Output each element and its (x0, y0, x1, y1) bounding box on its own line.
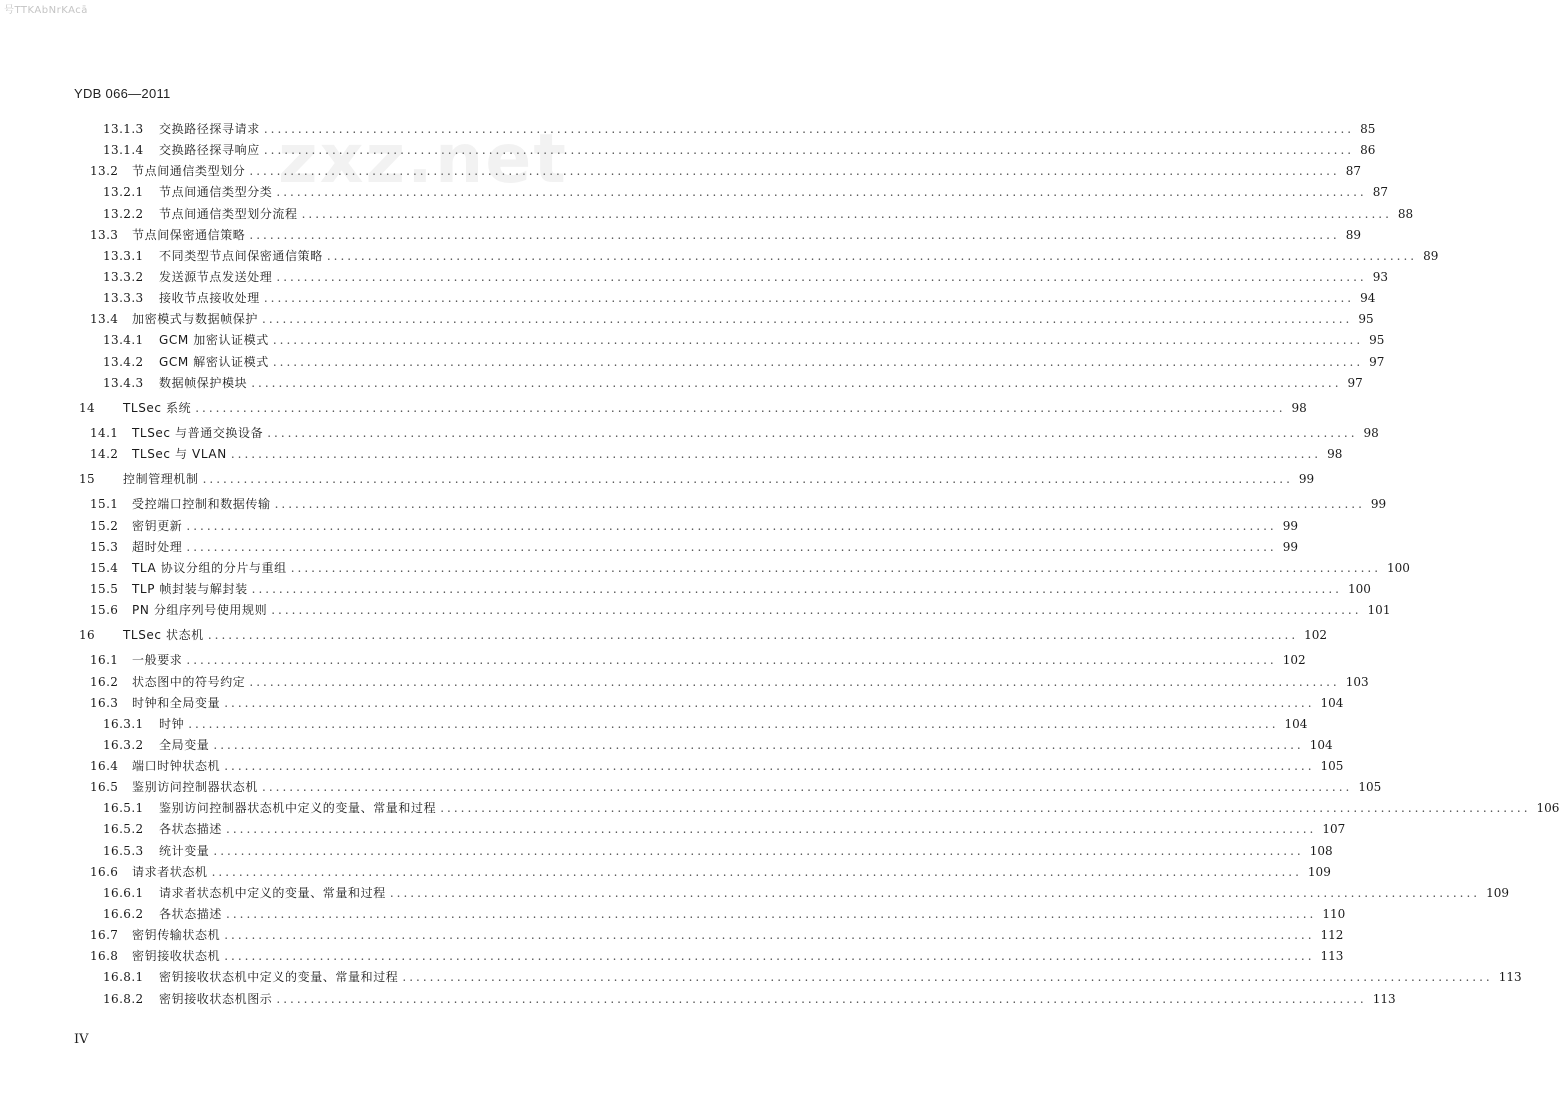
toc-entry-page: 103 (1345, 674, 1369, 689)
toc-entry-page: 109 (1486, 885, 1510, 900)
toc-entry-page: 94 (1360, 291, 1376, 306)
toc-entry-title: PN 分组序列号使用规则 (132, 603, 268, 618)
toc-entry-title: 密钥更新 (132, 518, 183, 533)
toc-entry-number: 16.6 (90, 864, 119, 879)
toc-entry-number: 16.3.1 (103, 716, 144, 731)
toc-leader-dots: ................................................................................................................................................................ (249, 164, 1340, 179)
toc-entry-title: 各状态描述 (159, 822, 223, 837)
toc-leader-dots: ................................................................................................................................................................ (440, 801, 1531, 816)
toc-entry-title: TLSec 与 VLAN (132, 447, 227, 462)
toc-entry-page: 101 (1367, 603, 1391, 618)
toc-entry[interactable] (90, 494, 1387, 514)
toc-entry-page: 107 (1322, 822, 1346, 837)
toc-entry-page: 97 (1347, 375, 1363, 390)
toc-entry[interactable] (90, 862, 1331, 882)
toc-entry[interactable] (103, 246, 1439, 266)
toc-entry-title: 节点间通信类型划分流程 (159, 206, 298, 221)
toc-leader-dots: ................................................................................................................................................................ (226, 822, 1317, 837)
toc-entry-page: 98 (1291, 400, 1307, 415)
toc-entry-number: 15.3 (90, 539, 119, 554)
toc-leader-dots: ................................................................................................................................................................ (207, 628, 1299, 643)
toc-entry-page: 105 (1358, 780, 1382, 795)
toc-entry[interactable] (103, 267, 1388, 287)
toc-entry-number: 16.8.2 (103, 991, 144, 1006)
toc-entry[interactable] (90, 600, 1391, 620)
toc-entry[interactable] (90, 946, 1344, 966)
toc-entry[interactable] (90, 444, 1343, 464)
toc-entry[interactable] (79, 469, 1315, 489)
toc-entry[interactable] (103, 714, 1308, 734)
toc-entry-number: 13.1.3 (103, 122, 144, 136)
toc-entry-number: 13.3.3 (103, 291, 144, 306)
toc-entry-page: 87 (1345, 164, 1361, 179)
toc-entry-number: 14 (79, 400, 96, 415)
toc-entry-title: 密钥传输状态机 (132, 928, 221, 943)
toc-entry-title: 一般要求 (132, 653, 183, 668)
toc-entry-title: 状态图中的符号约定 (132, 674, 246, 689)
toc-entry-title: 鉴别访问控制器状态机中定义的变量、常量和过程 (159, 801, 437, 816)
toc-entry-page: 99 (1282, 539, 1298, 554)
toc-entry-number: 13.4.3 (103, 375, 144, 390)
toc-entry-title: 时钟 (159, 716, 185, 731)
toc-entry-title: TLA 协议分组的分片与重组 (132, 560, 287, 575)
toc-entry-page: 100 (1347, 581, 1371, 596)
toc-entry[interactable] (103, 989, 1396, 1009)
toc-entry-page: 113 (1320, 949, 1344, 964)
toc-entry[interactable] (90, 756, 1344, 776)
toc-entry-title: 交换路径探寻响应 (159, 143, 260, 158)
toc-entry-title: 密钥接收状态机中定义的变量、常量和过程 (159, 970, 399, 985)
toc-leader-dots: ................................................................................................................................................................ (274, 497, 1365, 512)
toc-entry[interactable] (103, 819, 1346, 839)
toc-entry-title: 交换路径探寻请求 (159, 122, 260, 136)
toc-entry-number: 15 (79, 472, 96, 487)
toc-leader-dots: ................................................................................................................................................................ (301, 206, 1392, 221)
toc-entry-page: 102 (1304, 628, 1328, 643)
toc-entry-title: 时钟和全局变量 (132, 695, 221, 710)
toc-entry-number: 15.1 (90, 497, 119, 512)
toc-entry-title: 超时处理 (132, 539, 183, 554)
toc-entry-title: 各状态描述 (159, 907, 223, 922)
toc-entry-number: 16.4 (90, 759, 119, 774)
toc-entry[interactable] (90, 777, 1382, 797)
toc-entry[interactable] (103, 119, 1376, 139)
toc-entry-number: 13.2.2 (103, 206, 144, 221)
source-watermark-text: 号TTKAbNrKAcā (4, 5, 88, 16)
toc-entry-page: 93 (1372, 269, 1388, 284)
toc-leader-dots: ................................................................................................................................................................ (267, 425, 1358, 440)
toc-entry-title: 不同类型节点间保密通信策略 (159, 248, 323, 263)
toc-entry-number: 16.6.1 (103, 885, 144, 900)
toc-leader-dots: ................................................................................................................................................................ (202, 472, 1293, 487)
toc-entry-title: TLSec 状态机 (123, 628, 204, 643)
toc-entry-number: 13.4 (90, 312, 119, 327)
toc-entry-page: 104 (1284, 716, 1308, 731)
toc-entry-number: 16.1 (90, 653, 119, 668)
toc-entry[interactable] (90, 579, 1371, 599)
toc-entry-page: 109 (1307, 864, 1331, 879)
toc-entry-number: 14.2 (90, 447, 119, 462)
toc-leader-dots: ................................................................................................................................................................ (224, 759, 1315, 774)
toc-entry-number: 16.3.2 (103, 737, 144, 752)
toc-entry[interactable] (90, 161, 1361, 181)
toc-entry[interactable] (103, 182, 1388, 202)
toc-entry-number: 13.3.1 (103, 248, 144, 263)
toc-leader-dots: ................................................................................................................................................................ (263, 122, 1355, 136)
toc-leader-dots: ................................................................................................................................................................ (263, 291, 1355, 306)
toc-entry-page: 102 (1282, 653, 1306, 668)
toc-entry-page: 113 (1498, 970, 1522, 985)
toc-entry-title: 密钥接收状态机图示 (159, 991, 273, 1006)
toc-entry-page: 88 (1397, 206, 1414, 221)
toc-entry-title: GCM 解密认证模式 (159, 354, 269, 369)
toc-leader-dots: ................................................................................................................................................................ (326, 248, 1418, 263)
toc-entry-title: TLSec 系统 (123, 400, 192, 415)
toc-leader-dots: ................................................................................................................................................................ (224, 695, 1315, 710)
toc-entry-number: 13.4.2 (103, 354, 144, 369)
toc-entry-number: 16.5 (90, 780, 119, 795)
toc-entry[interactable] (103, 798, 1559, 818)
toc-entry-number: 16.8 (90, 949, 119, 964)
toc-entry-page: 89 (1423, 248, 1439, 263)
toc-entry[interactable] (103, 841, 1333, 861)
toc-leader-dots: ................................................................................................................................................................ (276, 269, 1367, 284)
toc-leader-dots: ................................................................................................................................................................ (224, 928, 1315, 943)
toc-entry-number: 16.2 (90, 674, 119, 689)
toc-entry[interactable] (90, 650, 1306, 670)
toc-entry-page: 104 (1320, 695, 1344, 710)
toc-leader-dots: ................................................................................................................................................................ (213, 737, 1304, 752)
toc-leader-dots: ................................................................................................................................................................ (249, 227, 1340, 242)
toc-entry-number: 14.1 (90, 425, 119, 440)
toc-entry-page: 99 (1298, 472, 1315, 487)
toc-entry-title: 受控端口控制和数据传输 (132, 497, 271, 512)
toc-entry[interactable] (90, 309, 1374, 329)
toc-entry-page: 106 (1536, 801, 1559, 816)
toc-entry-page: 99 (1370, 497, 1387, 512)
toc-leader-dots: ................................................................................................................................................................ (402, 970, 1493, 985)
toc-leader-dots: ................................................................................................................................................................ (249, 674, 1340, 689)
toc-entry-number: 16.8.1 (103, 970, 144, 985)
toc-entry-number: 15.6 (90, 603, 119, 618)
toc-entry-page: 97 (1369, 354, 1385, 369)
toc-entry-title: 数据帧保护模块 (159, 375, 248, 390)
toc-entry-number: 16.6.2 (103, 907, 144, 922)
toc-leader-dots: ................................................................................................................................................................ (213, 843, 1304, 858)
toc-entry-page: 112 (1320, 928, 1344, 943)
toc-entry-page: 105 (1320, 759, 1344, 774)
toc-entry[interactable] (103, 352, 1385, 372)
toc-entry-title: 请求者状态机中定义的变量、常量和过程 (159, 885, 386, 900)
toc-entry-title: 节点间通信类型划分 (132, 164, 246, 179)
toc-entry[interactable] (90, 925, 1344, 945)
site-watermark: zxz.net (278, 120, 568, 199)
toc-entry[interactable] (79, 625, 1328, 645)
toc-leader-dots: ................................................................................................................................................................ (186, 518, 1277, 533)
document-code-header: YDB 066—2011 (74, 86, 171, 101)
toc-entry[interactable] (90, 225, 1361, 245)
toc-entry-title: 统计变量 (159, 843, 210, 858)
toc-entry[interactable] (90, 693, 1344, 713)
toc-leader-dots: ................................................................................................................................................................ (226, 907, 1317, 922)
toc-entry[interactable] (103, 204, 1414, 224)
toc-entry-title: 控制管理机制 (123, 472, 199, 487)
toc-entry[interactable] (103, 373, 1363, 393)
toc-entry-page: 87 (1372, 185, 1388, 200)
toc-entry-page: 86 (1360, 143, 1376, 158)
toc-entry-title: 节点间保密通信策略 (132, 227, 246, 242)
toc-entry[interactable] (90, 537, 1298, 557)
toc-entry-page: 98 (1327, 447, 1343, 462)
toc-entry-title: 节点间通信类型分类 (159, 185, 273, 200)
toc-entry-number: 15.5 (90, 581, 119, 596)
toc-leader-dots: ................................................................................................................................................................ (290, 560, 1382, 575)
toc-entry-number: 13.4.1 (103, 333, 144, 348)
toc-leader-dots: ................................................................................................................................................................ (224, 949, 1315, 964)
toc-leader-dots: ................................................................................................................................................................ (211, 864, 1302, 879)
toc-entry[interactable] (103, 967, 1522, 987)
toc-entry-number: 13.2.1 (103, 185, 144, 200)
toc-entry-number: 15.2 (90, 518, 119, 533)
toc-entry-number: 16.5.1 (103, 801, 144, 816)
toc-entry-page: 95 (1358, 312, 1374, 327)
toc-leader-dots: ................................................................................................................................................................ (276, 991, 1367, 1006)
toc-entry[interactable] (103, 330, 1385, 350)
toc-entry-number: 16.5.2 (103, 822, 144, 837)
toc-entry-title: 请求者状态机 (132, 864, 208, 879)
toc-entry-page: 95 (1369, 333, 1385, 348)
toc-entry-title: 密钥接收状态机 (132, 949, 221, 964)
toc-entry-title: 鉴别访问控制器状态机 (132, 780, 259, 795)
toc-entry-title: 加密模式与数据帧保护 (132, 312, 259, 327)
toc-entry-number: 15.4 (90, 560, 119, 575)
toc-leader-dots: ................................................................................................................................................................ (262, 312, 1353, 327)
toc-entry[interactable] (103, 883, 1510, 903)
toc-entry-number: 16 (79, 628, 96, 643)
toc-entry[interactable] (90, 516, 1298, 536)
toc-leader-dots: ................................................................................................................................................................ (195, 400, 1286, 415)
toc-entry-title: 全局变量 (159, 737, 210, 752)
toc-leader-dots: ................................................................................................................................................................ (272, 354, 1364, 369)
toc-entry-number: 16.5.3 (103, 843, 144, 858)
toc-leader-dots: ................................................................................................................................................................ (271, 603, 1362, 618)
toc-leader-dots: ................................................................................................................................................................ (251, 375, 1342, 390)
toc-entry-page: 89 (1345, 227, 1361, 242)
toc-leader-dots: ................................................................................................................................................................ (186, 653, 1277, 668)
toc-leader-dots: ................................................................................................................................................................ (186, 539, 1277, 554)
toc-entry-page: 108 (1309, 843, 1333, 858)
toc-entry-number: 13.3.2 (103, 269, 144, 284)
toc-entry[interactable] (79, 398, 1307, 418)
toc-leader-dots: ................................................................................................................................................................ (251, 581, 1342, 596)
toc-leader-dots: ................................................................................................................................................................ (263, 143, 1355, 158)
toc-entry[interactable] (90, 423, 1379, 443)
toc-leader-dots: ................................................................................................................................................................ (230, 447, 1322, 462)
toc-entry-number: 13.2 (90, 164, 119, 179)
toc-entry-page: 85 (1360, 122, 1376, 136)
toc-entry-title: TLP 帧封装与解封装 (132, 581, 248, 596)
toc-entry-page: 113 (1372, 991, 1396, 1006)
toc-entry[interactable] (103, 140, 1376, 160)
toc-leader-dots: ................................................................................................................................................................ (389, 885, 1481, 900)
toc-entry-title: 接收节点接收处理 (159, 291, 260, 306)
toc-entry[interactable] (90, 672, 1369, 692)
page-number-footer: IV (74, 1032, 89, 1047)
toc-entry-page: 100 (1387, 560, 1410, 575)
toc-entry-page: 104 (1309, 737, 1333, 752)
toc-entry-page: 99 (1282, 518, 1298, 533)
toc-entry-number: 16.7 (90, 928, 119, 943)
toc-entry[interactable] (103, 904, 1346, 924)
toc-entry-title: TLSec 与普通交换设备 (132, 425, 264, 440)
toc-entry-page: 110 (1322, 907, 1346, 922)
toc-leader-dots: ................................................................................................................................................................ (276, 185, 1367, 200)
toc-leader-dots: ................................................................................................................................................................ (262, 780, 1353, 795)
toc-entry-number: 16.3 (90, 695, 119, 710)
toc-entry-number: 13.1.4 (103, 143, 144, 158)
toc-entry-title: 端口时钟状态机 (132, 759, 221, 774)
toc-entry[interactable] (103, 735, 1333, 755)
toc-entry[interactable] (90, 558, 1410, 578)
toc-entry-title: 发送源节点发送处理 (159, 269, 273, 284)
toc-entry[interactable] (103, 288, 1376, 308)
toc-entry-title: GCM 加密认证模式 (159, 333, 269, 348)
toc-entry-page: 98 (1363, 425, 1379, 440)
toc-entry-number: 13.3 (90, 227, 119, 242)
toc-leader-dots: ................................................................................................................................................................ (188, 716, 1279, 731)
toc-leader-dots: ................................................................................................................................................................ (272, 333, 1364, 348)
